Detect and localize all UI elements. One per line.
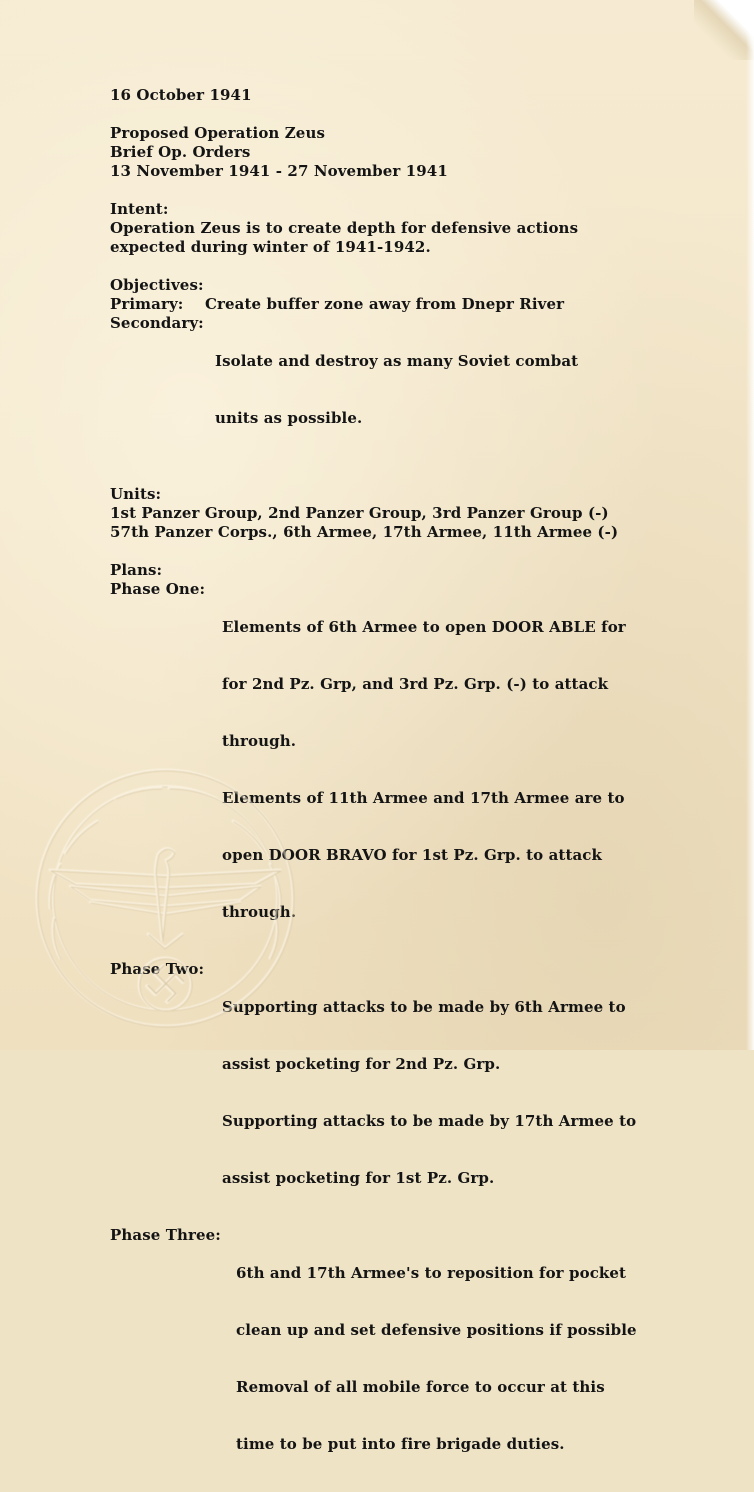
page-edge — [746, 0, 754, 1050]
embossed-eagle-seal-icon — [20, 758, 310, 1038]
secondary-line: units as possible. — [215, 409, 363, 427]
phase-three-line: 6th and 17th Armee's to reposition for pocket — [236, 1264, 627, 1282]
phase-three-label: Phase Three: — [110, 1226, 221, 1244]
phase-one-line: open DOOR BRAVO for 1st Pz. Grp. to attack — [222, 846, 603, 864]
phase-one-line: for 2nd Pz. Grp, and 3rd Pz. Grp. (-) to attack — [222, 675, 609, 693]
intent-line: expected during winter of 1941-1942. — [110, 238, 431, 256]
objective-primary — [110, 295, 710, 314]
phase-two-line: assist pocketing for 2nd Pz. Grp. — [222, 1055, 501, 1073]
phase-one-line: Elements of 11th Armee and 17th Armee are to — [222, 789, 625, 807]
secondary-label: Secondary: — [110, 314, 204, 332]
phase-one-line: Elements of 6th Armee to open DOOR ABLE for — [222, 618, 626, 636]
phase-two-line: Supporting attacks to be made by 17th Armee to — [222, 1112, 637, 1130]
document-date: 16 October 1941 — [110, 86, 252, 104]
phase-two-line: Supporting attacks to be made by 6th Armee to — [222, 998, 626, 1016]
phase-three-line: Removal of all mobile force to occur at this — [236, 1378, 605, 1396]
document-period: 13 November 1941 - 27 November 1941 — [110, 162, 448, 180]
objective-secondary — [110, 314, 710, 466]
phase-two-line: assist pocketing for 1st Pz. Grp. — [222, 1169, 495, 1187]
phase-two-label: Phase Two: — [110, 960, 205, 978]
phase-one-line: through. — [222, 732, 297, 750]
plans-heading: Plans: — [110, 561, 163, 579]
document-title: Proposed Operation Zeus — [110, 124, 326, 142]
phase-three-line: time to be put into fire brigade duties. — [236, 1435, 565, 1453]
intent-heading: Intent: — [110, 200, 169, 218]
phase-three — [110, 1226, 710, 1492]
primary-text: Create buffer zone away from Dnepr River — [205, 295, 565, 313]
units-line: 1st Panzer Group, 2nd Panzer Group, 3rd Panzer Group (-) — [110, 504, 609, 522]
units-heading: Units: — [110, 485, 162, 503]
page-corner-curl — [694, 0, 754, 60]
objectives-heading: Objectives: — [110, 276, 204, 294]
units-line: 57th Panzer Corps., 6th Armee, 17th Armee, 11th Armee (-) — [110, 523, 619, 541]
secondary-line: Isolate and destroy as many Soviet combat — [215, 352, 579, 370]
phase-one-line: through. — [222, 903, 297, 921]
intent-line: Operation Zeus is to create depth for defensive actions — [110, 219, 579, 237]
document-subtitle: Brief Op. Orders — [110, 143, 251, 161]
primary-label: Primary: — [110, 295, 184, 313]
phase-three-line: clean up and set defensive positions if possible — [236, 1321, 637, 1339]
phase-one-label: Phase One: — [110, 580, 206, 598]
